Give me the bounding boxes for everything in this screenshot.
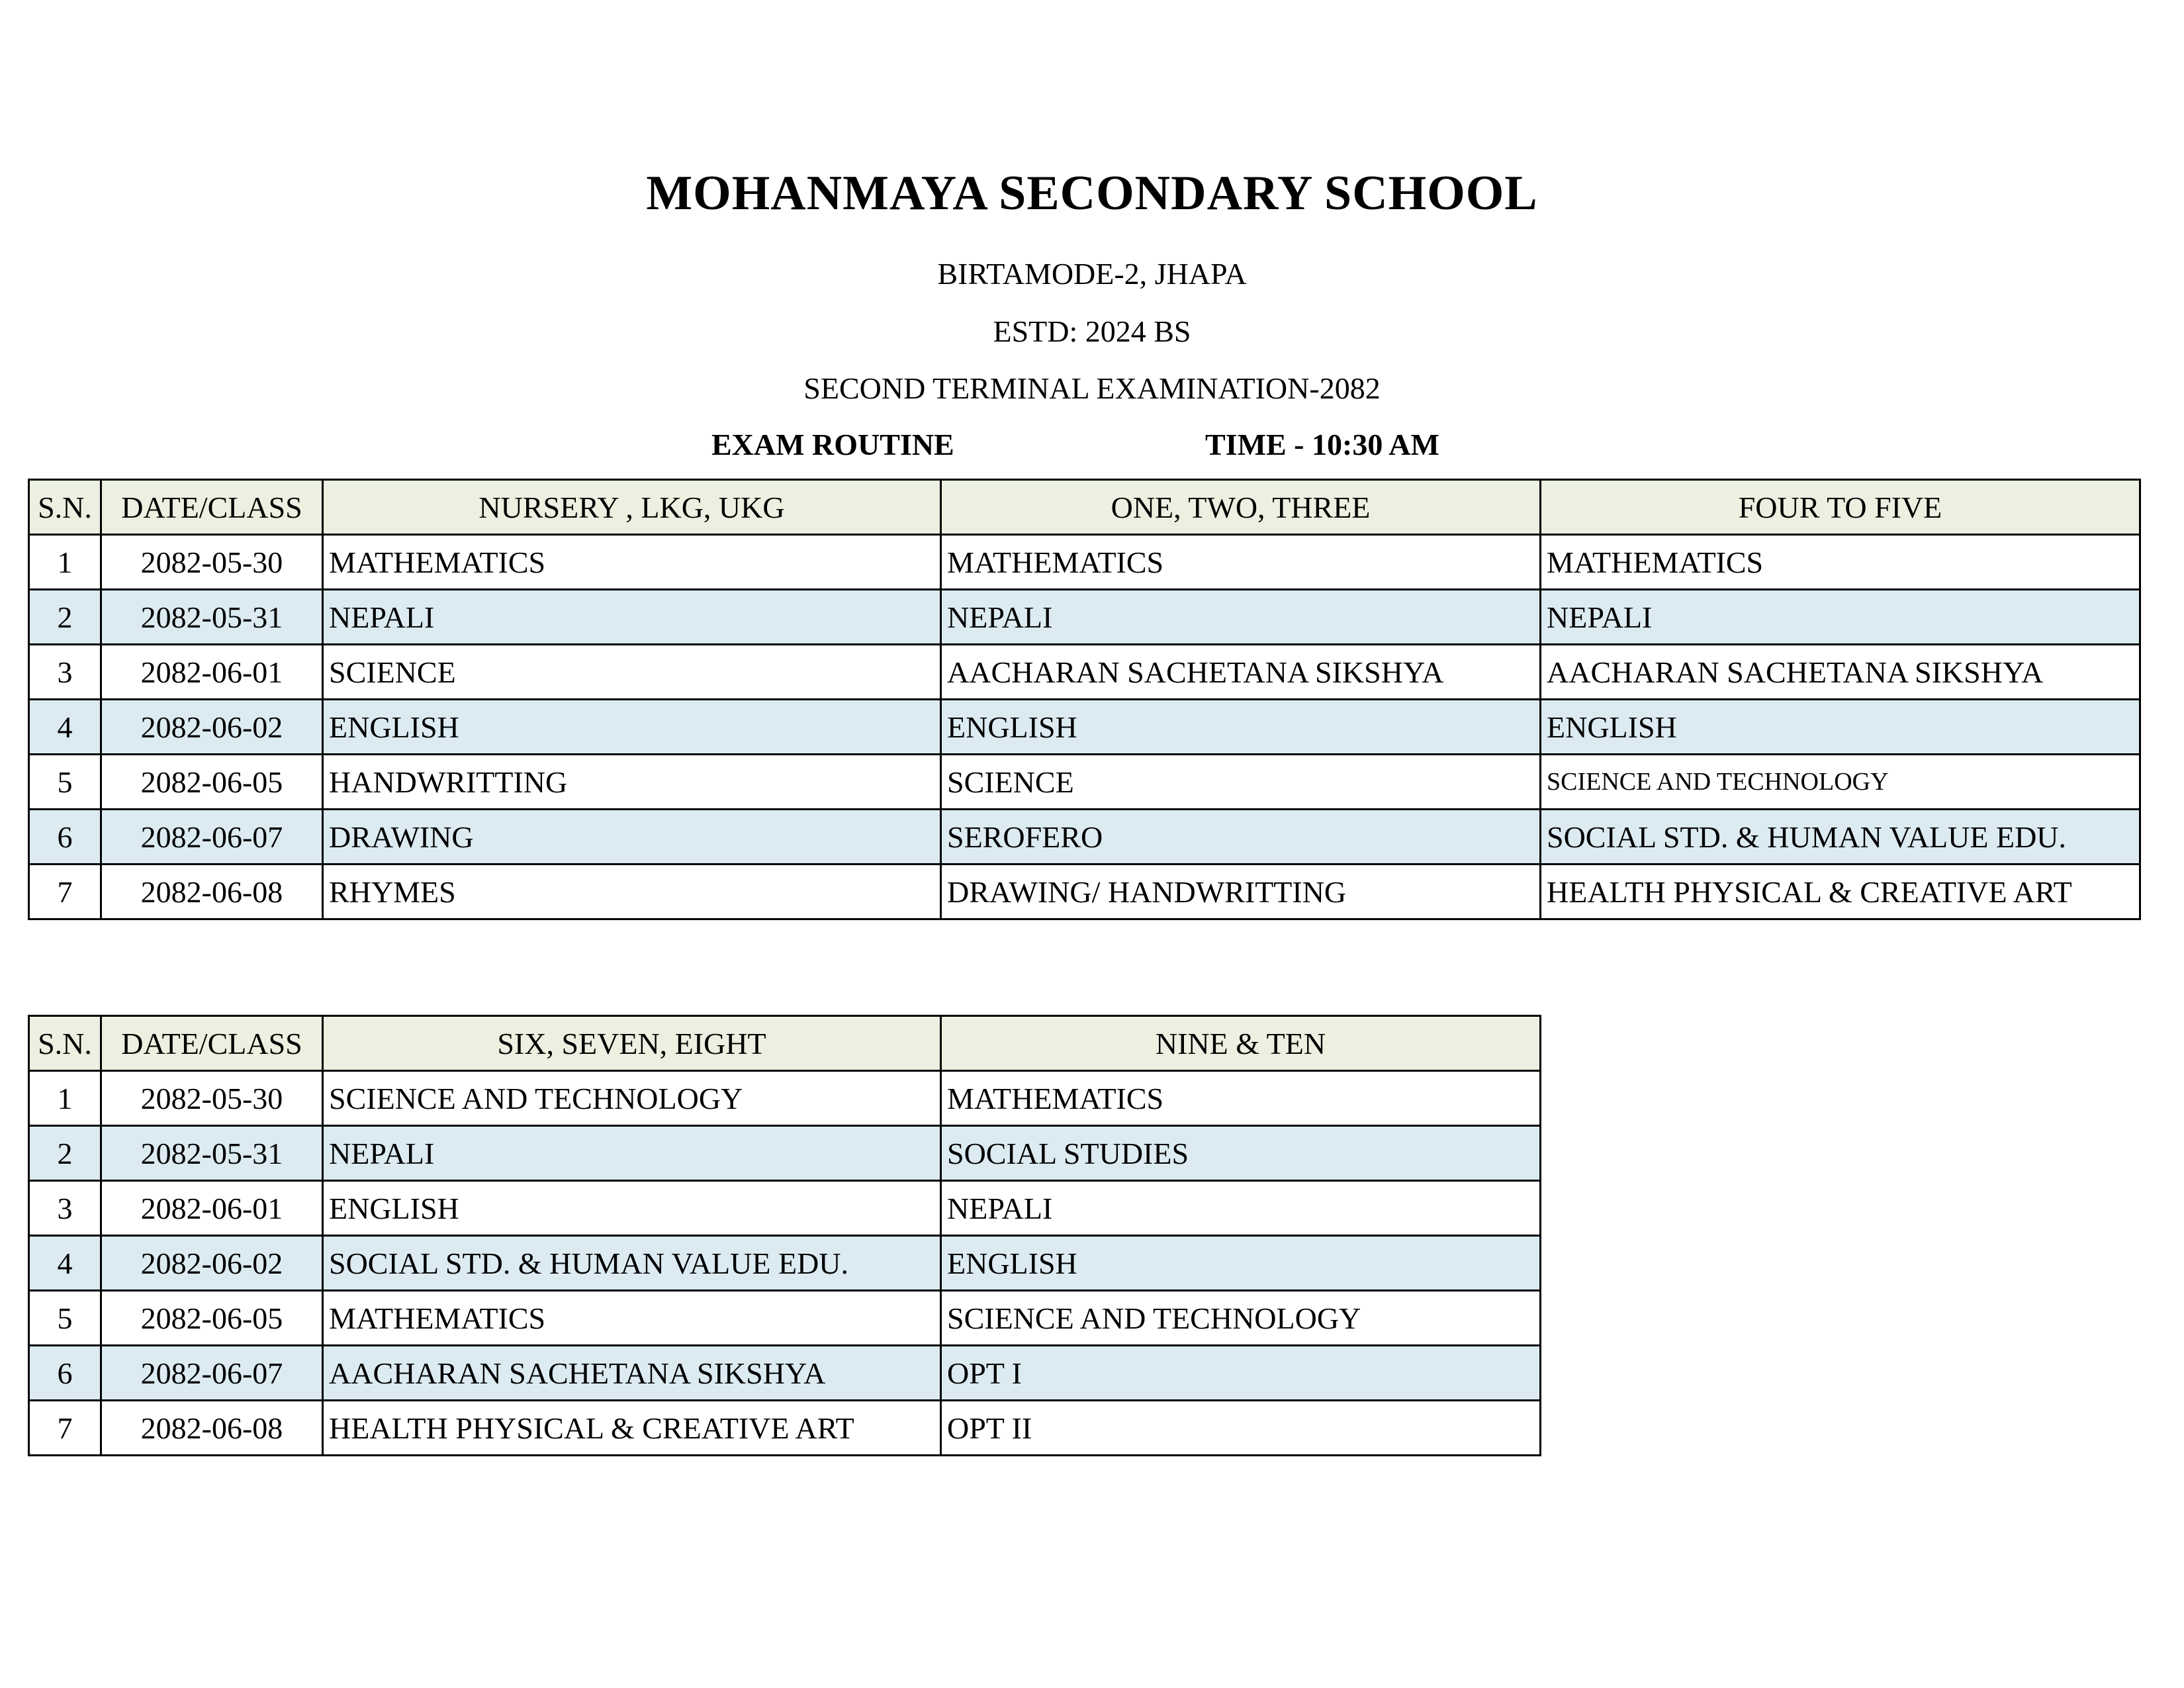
column-header-date: DATE/CLASS [101,480,323,535]
cell-sn: 1 [29,1071,101,1126]
cell-sn: 4 [29,700,101,755]
table-row [29,1126,1541,1181]
routine-table-primary [28,479,2141,920]
cell-subject: NEPALI [941,590,1541,645]
column-header-date: DATE/CLASS [101,1016,323,1071]
cell-date: 2082-06-07 [101,1346,323,1401]
cell-date: 2082-06-05 [101,1291,323,1346]
cell-subject: SCIENCE AND TECHNOLOGY [1541,755,2140,810]
column-header-one-two-three: ONE, TWO, THREE [941,480,1541,535]
cell-subject: OPT I [941,1346,1541,1401]
cell-date: 2082-06-01 [101,1181,323,1236]
cell-subject: DRAWING/ HANDWRITTING [941,865,1541,919]
cell-subject: SCIENCE [323,645,941,700]
table-row [29,700,2140,755]
table-row [29,645,2140,700]
cell-subject: SEROFERO [941,810,1541,865]
cell-subject: HANDWRITTING [323,755,941,810]
school-name: MOHANMAYA SECONDARY SCHOOL [646,166,1538,220]
cell-subject: SOCIAL STUDIES [941,1126,1541,1181]
exam-time-label: TIME - 10:30 AM [1205,428,1439,461]
column-header-four-to-five: FOUR TO FIVE [1541,480,2140,535]
cell-subject: ENGLISH [941,1236,1541,1291]
cell-subject: ENGLISH [323,1181,941,1236]
table-row [29,1401,1541,1456]
table-header-row [29,1016,1541,1071]
cell-subject: SCIENCE [941,755,1541,810]
cell-subject: MATHEMATICS [323,535,941,590]
cell-subject: ENGLISH [1541,700,2140,755]
cell-subject: AACHARAN SACHETANA SIKSHYA [941,645,1541,700]
cell-date: 2082-06-08 [101,1401,323,1456]
column-header-sn: S.N. [29,1016,101,1071]
cell-sn: 5 [29,1291,101,1346]
routine-table-secondary [28,1015,1541,1456]
cell-subject: AACHARAN SACHETANA SIKSHYA [1541,645,2140,700]
cell-subject: NEPALI [323,1126,941,1181]
cell-date: 2082-06-02 [101,700,323,755]
cell-subject: DRAWING [323,810,941,865]
cell-subject: HEALTH PHYSICAL & CREATIVE ART [1541,865,2140,919]
column-header-six-seven-eight: SIX, SEVEN, EIGHT [323,1016,941,1071]
cell-subject: RHYMES [323,865,941,919]
table-row [29,1291,1541,1346]
cell-sn: 6 [29,1346,101,1401]
table-row [29,1071,1541,1126]
cell-subject: ENGLISH [323,700,941,755]
cell-date: 2082-05-31 [101,1126,323,1181]
cell-date: 2082-05-31 [101,590,323,645]
cell-sn: 3 [29,1181,101,1236]
cell-sn: 2 [29,590,101,645]
table-row [29,535,2140,590]
cell-sn: 7 [29,1401,101,1456]
cell-subject: AACHARAN SACHETANA SIKSHYA [323,1346,941,1401]
cell-subject: SOCIAL STD. & HUMAN VALUE EDU. [323,1236,941,1291]
cell-sn: 1 [29,535,101,590]
cell-date: 2082-06-01 [101,645,323,700]
cell-subject: NEPALI [323,590,941,645]
cell-sn: 5 [29,755,101,810]
cell-date: 2082-06-07 [101,810,323,865]
cell-subject: MATHEMATICS [941,1071,1541,1126]
cell-subject: MATHEMATICS [1541,535,2140,590]
cell-sn: 6 [29,810,101,865]
cell-subject: NEPALI [941,1181,1541,1236]
cell-sn: 4 [29,1236,101,1291]
cell-date: 2082-06-05 [101,755,323,810]
cell-date: 2082-05-30 [101,1071,323,1126]
cell-subject: HEALTH PHYSICAL & CREATIVE ART [323,1401,941,1456]
cell-date: 2082-06-08 [101,865,323,919]
cell-subject: ENGLISH [941,700,1541,755]
cell-sn: 2 [29,1126,101,1181]
cell-subject: MATHEMATICS [941,535,1541,590]
cell-subject: NEPALI [1541,590,2140,645]
column-header-sn: S.N. [29,480,101,535]
table-row [29,590,2140,645]
table-row [29,1346,1541,1401]
school-address: BIRTAMODE-2, JHAPA [937,257,1247,291]
cell-date: 2082-06-02 [101,1236,323,1291]
table-header-row [29,480,2140,535]
cell-subject: SOCIAL STD. & HUMAN VALUE EDU. [1541,810,2140,865]
cell-sn: 7 [29,865,101,919]
cell-subject: OPT II [941,1401,1541,1456]
exam-routine-label: EXAM ROUTINE [711,428,954,461]
cell-date: 2082-05-30 [101,535,323,590]
column-header-nursery-lkg-ukg: NURSERY , LKG, UKG [323,480,941,535]
cell-sn: 3 [29,645,101,700]
table-row [29,755,2140,810]
column-header-nine-ten: NINE & TEN [941,1016,1541,1071]
cell-subject: SCIENCE AND TECHNOLOGY [941,1291,1541,1346]
cell-subject: MATHEMATICS [323,1291,941,1346]
exam-title: SECOND TERMINAL EXAMINATION-2082 [803,371,1381,405]
cell-subject: SCIENCE AND TECHNOLOGY [323,1071,941,1126]
table-row [29,1236,1541,1291]
table-row [29,865,2140,919]
table-row [29,810,2140,865]
established-year: ESTD: 2024 BS [993,314,1191,348]
table-row [29,1181,1541,1236]
